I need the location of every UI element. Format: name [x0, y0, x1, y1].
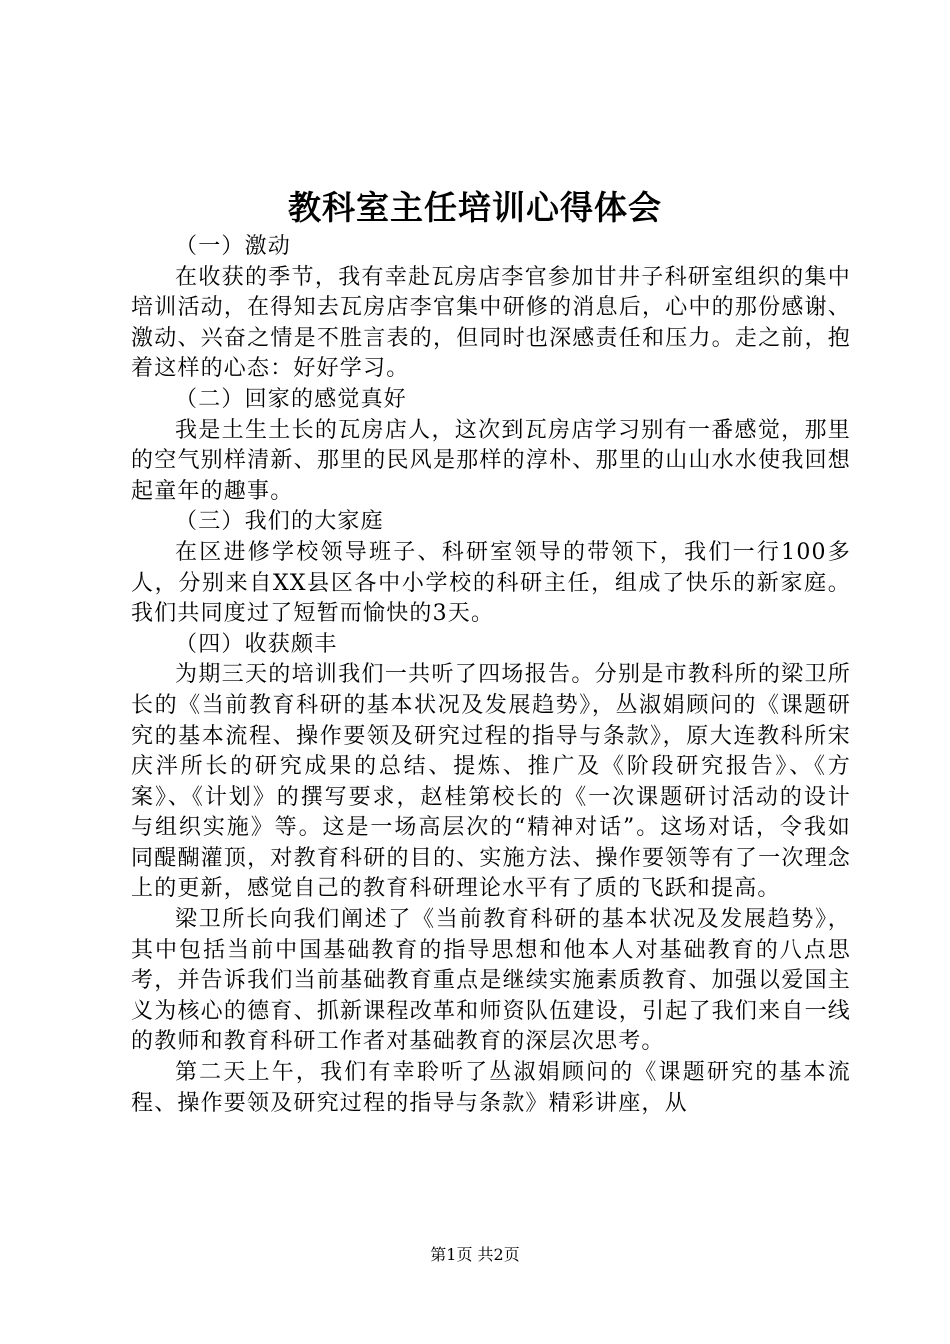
section-heading-2: （二）回家的感觉真好: [175, 386, 408, 412]
page-number-footer: 第1页 共2页: [430, 1245, 520, 1264]
paragraph-1: 在收获的季节，我有幸赴瓦房店李官参加甘井子科研室组织的集中培训活动，在得知去瓦房店李官集中研修的消息后，心中的那份感谢、激动、兴奋之情是不胜言表的，但同时也深感责任和压力。走之前，抱着这样的心态：好好学习。: [131, 264, 851, 382]
paragraph-6: 第二天上午，我们有幸聆听了丛淑娟顾问的《课题研究的基本流程、操作要领及研究过程的指导与条款》精彩讲座，从: [131, 1060, 851, 1116]
document-body: [131, 232, 851, 1119]
section-heading-4: （四）收获颇丰: [175, 631, 338, 657]
paragraph-2: 我是土生土长的瓦房店人，这次到瓦房店学习别有一番感觉，那里的空气别样清新、那里的民风是那样的淳朴、那里的山山水水使我回想起童年的趣事。: [131, 417, 851, 504]
paragraph-4: 为期三天的培训我们一共听了四场报告。分别是市教科所的梁卫所长的《当前教育科研的基本状况及发展趋势》，丛淑娟顾问的《课题研究的基本流程、操作要领及研究过程的指导与条款》，原大连教科所宋庆泮所长的研究成果的总结、提炼、推广及《阶段研究报告》、《方案》、《计划》的撰写要求，赵桂第校长的《一次课题研讨活动的设计与组织实施》等。这是一场高层次的“精神对话”。这场对话，令我如同醍醐灌顶，对教育科研的目的、实施方法、操作要领等有了一次理念上的更新，感觉自己的教育科研理论水平有了质的飞跃和提高。: [131, 662, 851, 902]
paragraph-5: 梁卫所长向我们阐述了《当前教育科研的基本状况及发展趋势》，其中包括当前中国基础教育的指导思想和他本人对基础教育的八点思考，并告诉我们当前基础教育重点是继续实施素质教育、加强以爱国主义为核心的德育、抓新课程改革和师资队伍建设，引起了我们来自一线的教师和教育科研工作者对基础教育的深层次思考。: [131, 907, 851, 1055]
section-heading-1: （一）激动: [175, 234, 292, 259]
document-title: 教科室主任培训心得体会: [288, 188, 662, 227]
paragraph-3: 在区进修学校领导班子、科研室领导的带领下，我们一行100多人，分别来自XX县区各中小学校的科研主任，组成了快乐的新家庭。我们共同度过了短暂而愉快的3天。: [131, 539, 851, 627]
section-heading-3: （三）我们的大家庭: [175, 509, 384, 535]
